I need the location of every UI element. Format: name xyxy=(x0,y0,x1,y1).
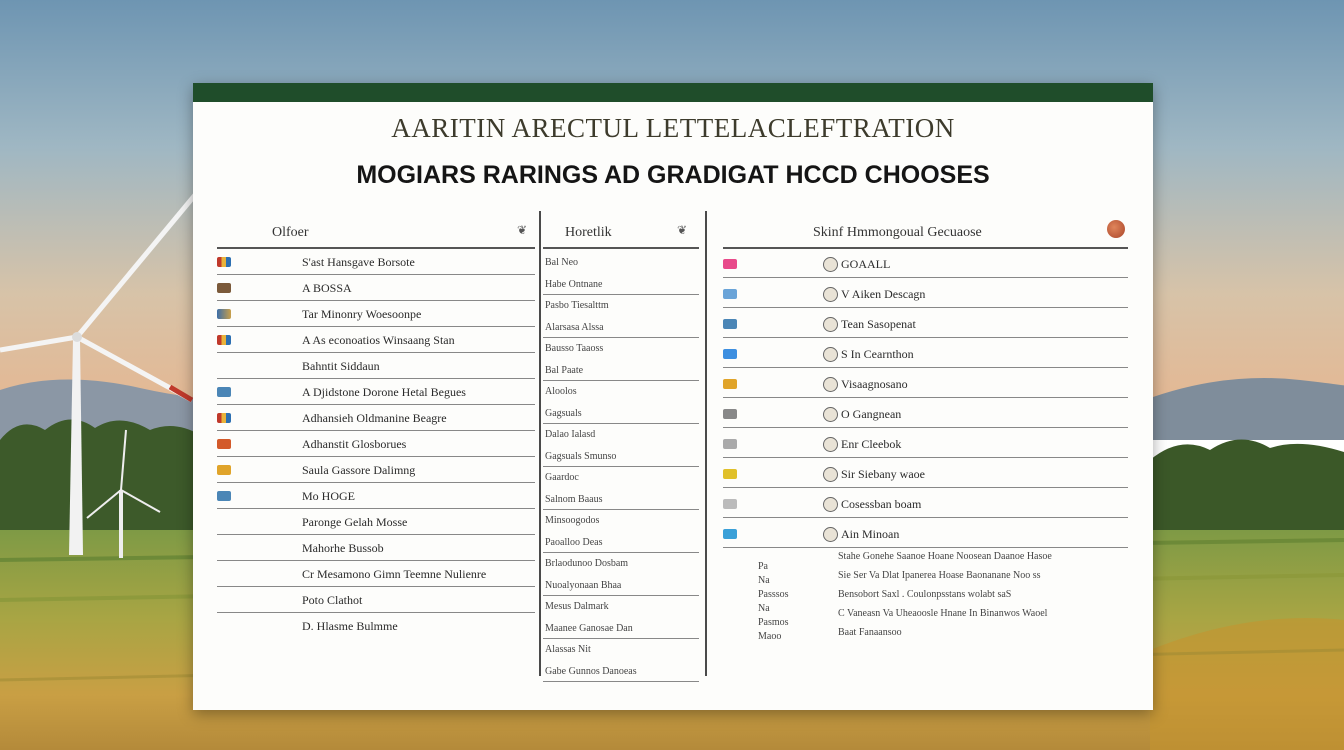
flag-icon xyxy=(217,335,231,345)
row-divider xyxy=(217,586,535,587)
footer-label: Pa xyxy=(758,561,768,572)
app-icon xyxy=(723,379,737,389)
list-item-text: Minsoogodos xyxy=(545,515,600,526)
flag-icon xyxy=(217,257,231,267)
list-item-text: Cr Mesamono Gimn Teemne Nulienre xyxy=(302,567,487,581)
right-column xyxy=(723,225,1128,685)
list-item-text: Tean Sasopenat xyxy=(841,317,916,331)
list-item-text: O Gangnean xyxy=(841,407,902,421)
row-divider xyxy=(723,427,1128,428)
column-divider xyxy=(539,211,541,676)
column-header: Skinf Hmmongoual Gecuaose xyxy=(813,225,982,240)
circle-icon xyxy=(823,527,838,542)
list-item-text: S In Cearnthon xyxy=(841,347,914,361)
leaf-icon: ❦ xyxy=(517,223,528,237)
footer-line: C Vaneasn Va Uheaoosle Hnane In Binanwos Waoel xyxy=(838,608,1048,619)
footer-label: Passsos xyxy=(758,589,789,600)
row-divider xyxy=(723,457,1128,458)
row-divider xyxy=(723,547,1128,548)
circle-icon xyxy=(823,287,838,302)
row-divider xyxy=(723,397,1128,398)
row-divider xyxy=(217,456,535,457)
row-divider xyxy=(543,509,699,510)
list-item-text: GOAALL xyxy=(841,257,891,271)
list-item-text: Visaagnosano xyxy=(841,377,908,391)
app-icon xyxy=(723,529,737,539)
circle-icon xyxy=(823,407,838,422)
row-divider xyxy=(543,638,699,639)
list-item-text: Bal Neo xyxy=(545,257,579,268)
seal-icon xyxy=(217,439,231,449)
app-icon xyxy=(723,289,737,299)
row-divider xyxy=(543,380,699,381)
list-item-text: Mo HOGE xyxy=(302,489,355,503)
row-divider xyxy=(217,430,535,431)
row-divider xyxy=(723,277,1128,278)
row-divider xyxy=(723,307,1128,308)
footer-label: Na xyxy=(758,603,770,614)
row-divider xyxy=(723,487,1128,488)
list-item-text: A BOSSA xyxy=(302,281,352,295)
app-icon xyxy=(723,469,737,479)
footer-label: Maoo xyxy=(758,631,782,642)
globe-icon xyxy=(217,491,231,501)
list-item-text: Nuoalyonaan Bhaa xyxy=(545,579,622,591)
row-divider xyxy=(543,423,699,424)
list-item-text: Brlaodunoo Dosbam xyxy=(545,558,629,569)
panel-subtitle: MOGIARS RARINGS AD GRADIGAT HCCD CHOOSES xyxy=(356,161,990,189)
row-divider xyxy=(217,534,535,535)
row-divider xyxy=(543,552,699,553)
header-rule xyxy=(543,247,699,249)
footer-line: Bensobort Saxl . Coulonpsstans wolabt saS xyxy=(838,589,1012,600)
list-item-text: Tar Minonry Woesoonpe xyxy=(302,307,422,321)
left-column xyxy=(217,225,535,685)
list-item-text: Saula Gassore Dalimng xyxy=(302,463,416,477)
list-item-text: Alassas Nit xyxy=(545,644,591,655)
circle-icon xyxy=(823,317,838,332)
list-item-text: Gagsuals xyxy=(545,407,582,419)
row-divider xyxy=(217,482,535,483)
app-icon xyxy=(723,259,737,269)
circle-icon xyxy=(823,377,838,392)
circle-icon xyxy=(823,257,838,272)
list-item-text: Salnom Baaus xyxy=(545,493,603,505)
row-divider xyxy=(723,517,1128,518)
list-item-text: Adhanstit Glosborues xyxy=(302,437,407,451)
list-item-text: Gabe Gunnos Danoeas xyxy=(545,665,637,677)
column-header: Horetlik xyxy=(565,225,612,240)
circle-icon xyxy=(823,347,838,362)
header-rule xyxy=(723,247,1128,249)
middle-column xyxy=(543,225,699,685)
list-item-text: Sir Siebany waoe xyxy=(841,467,925,481)
app-icon xyxy=(723,349,737,359)
list-item-text: S'ast Hansgave Borsote xyxy=(302,255,415,269)
globe-icon xyxy=(217,387,231,397)
footer-label: Na xyxy=(758,575,770,586)
row-divider xyxy=(217,300,535,301)
list-item-text: Mahorhe Bussob xyxy=(302,541,384,555)
badge-icon xyxy=(1107,220,1125,238)
row-divider xyxy=(217,352,535,353)
list-item-text: Gagsuals Smunso xyxy=(545,450,617,462)
badge-icon xyxy=(217,283,231,293)
row-divider xyxy=(723,367,1128,368)
list-item-text: Ain Minoan xyxy=(841,527,900,541)
list-item-text: Paronge Gelah Mosse xyxy=(302,515,408,529)
list-item-text: Adhansieh Oldmanine Beagre xyxy=(302,411,447,425)
list-item-text: V Aiken Descagn xyxy=(841,287,926,301)
list-item-text: Alarsasa Alssa xyxy=(545,321,604,333)
row-divider xyxy=(543,294,699,295)
circle-icon xyxy=(823,437,838,452)
app-icon xyxy=(723,499,737,509)
row-divider xyxy=(543,681,699,682)
chip-icon xyxy=(217,465,231,475)
list-item-text: Paoalloo Deas xyxy=(545,536,603,548)
panel-header-bar xyxy=(193,83,1153,102)
flag-icon xyxy=(217,413,231,423)
row-divider xyxy=(217,404,535,405)
footer-line: Stahe Gonehe Saanoe Hoane Noosean Daanoe Hasoe xyxy=(838,551,1052,562)
list-item-text: Pasbo Tiesalttm xyxy=(545,300,609,311)
list-item-text: Maanee Ganosae Dan xyxy=(545,622,633,634)
infographic-panel xyxy=(193,83,1153,710)
list-item-text: Habe Ontnane xyxy=(545,278,603,290)
row-divider xyxy=(543,337,699,338)
list-item-text: Cosessban boam xyxy=(841,497,922,511)
row-divider xyxy=(217,612,535,613)
row-divider xyxy=(543,595,699,596)
column-header: Olfoer xyxy=(272,225,309,240)
list-item-text: Aloolos xyxy=(545,386,577,397)
app-icon xyxy=(723,409,737,419)
circle-icon xyxy=(823,467,838,482)
list-item-text: Poto Clathot xyxy=(302,593,363,607)
footer-label: Pasmos xyxy=(758,617,789,628)
column-divider xyxy=(705,211,707,676)
app-icon xyxy=(723,319,737,329)
leaf-icon: ❦ xyxy=(677,223,688,237)
row-divider xyxy=(543,466,699,467)
list-item-text: Bausso Taaoss xyxy=(545,343,604,354)
list-item-text: D. Hlasme Bulmme xyxy=(302,619,398,633)
list-item-text: Dalao Ialasd xyxy=(545,429,596,440)
footer-line: Baat Fanaansoo xyxy=(838,627,902,638)
row-divider xyxy=(217,326,535,327)
row-divider xyxy=(217,378,535,379)
list-item-text: Gaardoc xyxy=(545,472,579,483)
header-rule xyxy=(217,247,535,249)
row-divider xyxy=(217,508,535,509)
row-divider xyxy=(217,274,535,275)
list-item-text: Enr Cleebok xyxy=(841,437,902,451)
circle-icon xyxy=(823,497,838,512)
card-icon xyxy=(217,309,231,319)
app-icon xyxy=(723,439,737,449)
list-item-text: Mesus Dalmark xyxy=(545,601,609,612)
row-divider xyxy=(217,560,535,561)
list-item-text: A Djidstone Dorone Hetal Begues xyxy=(302,385,466,399)
footer-line: Sie Ser Va Dlat Ipanerea Hoase Baonanane Noo ss xyxy=(838,570,1041,581)
list-item-text: A As econoatios Winsaang Stan xyxy=(302,333,455,347)
row-divider xyxy=(723,337,1128,338)
list-item-text: Bal Paate xyxy=(545,364,584,376)
panel-title: AARITIN ARECTUL LETTELACLEFTRATION xyxy=(391,113,955,143)
list-item-text: Bahntit Siddaun xyxy=(302,359,380,373)
